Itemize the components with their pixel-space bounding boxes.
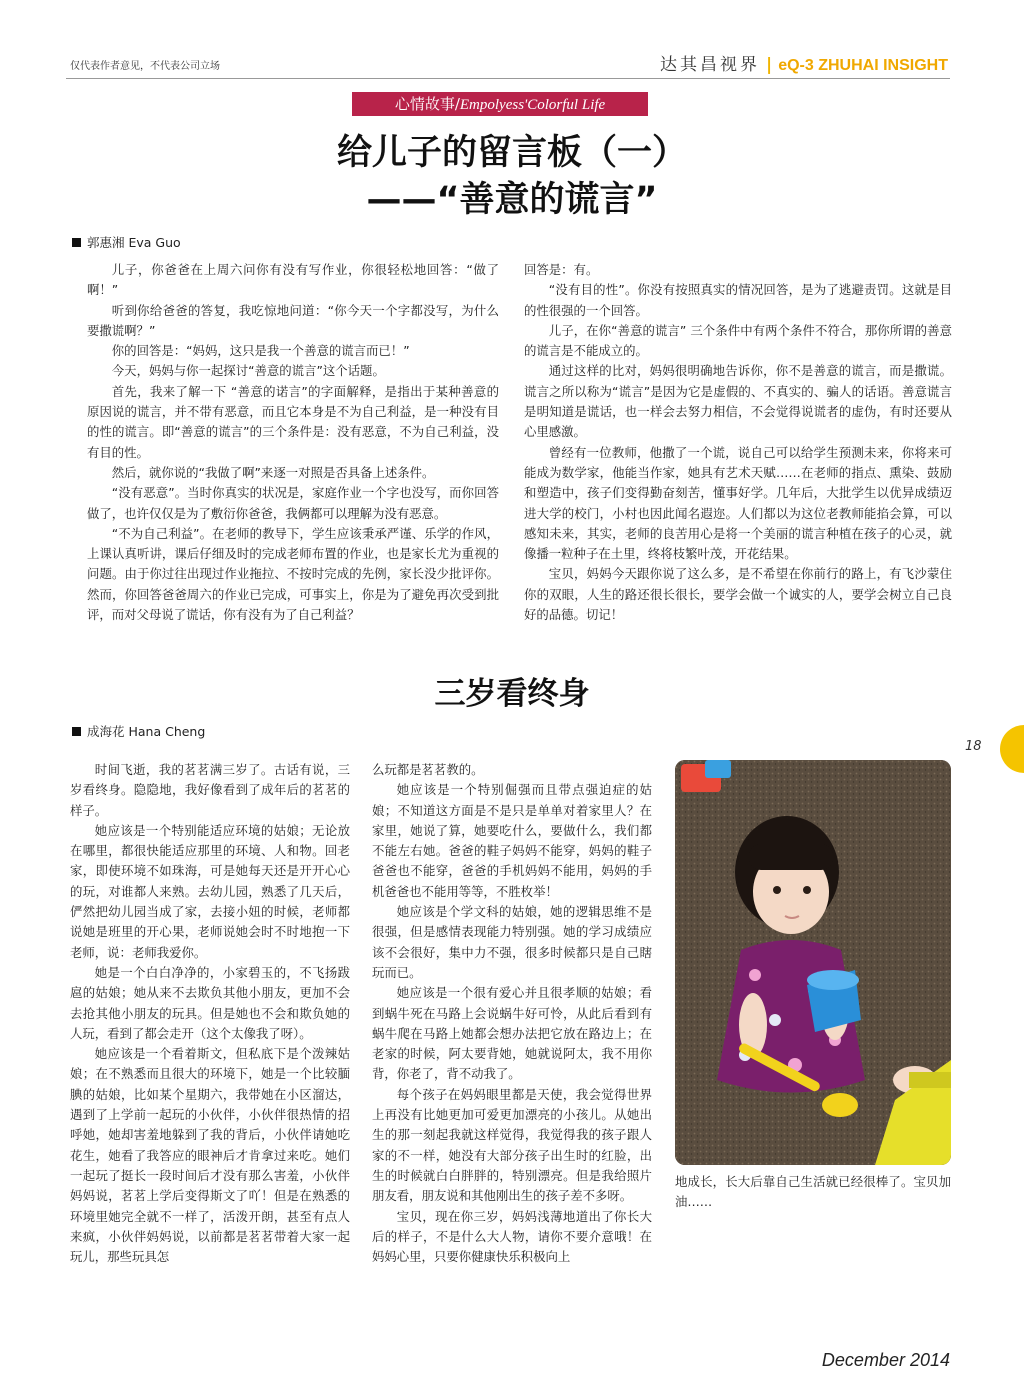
paragraph: “没有恶意”。当时你真实的状况是，家庭作业一个字也没写，而你回答做了，也许仅仅是为了敷衍你爸爸，我俩都可以理解为没有恶意。 xyxy=(87,485,499,521)
paragraph: 首先，我来了解一下 “善意的诺言”的字面解释，是指出于某种善意的原因说的谎言，并不带有恶意，而且它本身是不为自己利益，是一种没有目的性的谎言。即“善意的谎言”的三个条件是：没有恶意，不为自己利益，没有目的性。 xyxy=(87,383,499,460)
bullet-square-icon xyxy=(72,727,81,736)
paragraph: 宝贝，妈妈今天跟你说了这么多，是不希望在你前行的路上，有飞沙蒙住你的双眼，人生的路还很长很长，要学会做一个诚实的人，要学会树立自己良好的品德。切记！ xyxy=(524,566,952,623)
paragraph: 她是一个白白净净的，小家碧玉的，不飞扬跋扈的姑娘；她从来不去欺负其他小朋友，更加不会去抢其他小朋友的玩具。但是她也不会和欺负她的人玩，看到了都会走开（这个太像我了呀）。 xyxy=(70,964,350,1041)
child-photo xyxy=(675,760,951,1165)
paragraph: 宝贝，现在你三岁，妈妈浅薄地道出了你长大后的样子，不是什么大人物，请你不要介意哦！在妈妈心里，只要你健康快乐积极向上 xyxy=(372,1208,652,1265)
bullet-square-icon xyxy=(72,238,81,247)
article1-left-column xyxy=(87,260,499,625)
masthead-separator: | xyxy=(765,55,773,75)
paragraph: 儿子，你爸爸在上周六问你有没有写作业，你很轻松地回答：“做了啊！” xyxy=(87,262,499,298)
article1-byline xyxy=(72,233,181,251)
paragraph: 她应该是一个特别倔强而且带点强迫症的姑娘；不知道这方面是不是只是单单对着家里人？在家里，她说了算，她要吃什么，要做什么，我们都不能左右她。爸爸的鞋子妈妈不能穿，妈妈的鞋子爸爸也不能穿，爸爸的手机妈妈不能用，妈妈的手机爸爸也不能用等等，不胜枚举！ xyxy=(372,782,652,899)
article2-author: 成海花 Hana Cheng xyxy=(87,724,206,739)
article2-title: 三岁看终身 xyxy=(434,676,590,712)
article2-column-1 xyxy=(70,760,350,1267)
paragraph: “没有目的性”。你没有按照真实的情况回答，是为了逃避责罚。这就是目的性很强的一个回答。 xyxy=(524,282,952,318)
header-rule xyxy=(66,78,950,79)
paragraph: 回答是：有。 xyxy=(524,262,599,277)
paragraph: 你的回答是：“妈妈，这只是我一个善意的谎言而已！” xyxy=(111,343,410,359)
article2-column-2 xyxy=(372,760,652,1267)
paragraph: 曾经有一位教师，他撒了一个谎，说自己可以给学生预测未来，你将来可能成为数学家，他能当作家，她具有艺术天赋……在老师的指点、熏染、鼓励和塑造中，孩子们变得勤奋刻苦，懂事好学。几年后，大批学生以优异成绩迈进大学的校门，小村也因此闻名遐迩。人们都以为这位老教师能掐会算，可以感知未来，其实，老师的良苦用心是将一个美丽的谎言种植在孩子的心灵，就像播一粒种子在土里，终将枝繁叶茂，开花结果。 xyxy=(524,444,952,562)
paragraph: “不为自己利益”。在老师的教导下，学生应该秉承严谨、乐学的作风，上课认真听讲，课后仔细及时的完成老师布置的作业，也是家长尤为重视的问题。由于你过往出现过作业拖拉、不按时完成的先例，家长没少批评你。然而，你回答爸爸周六的作业已完成，可事实上，你是为了避免再次受到批评，而对父母说了谎话，你有没有为了自己利益？ xyxy=(87,525,499,623)
article1-title-line2: ——“善意的谎言” xyxy=(366,180,658,220)
paragraph: 儿子，在你“善意的谎言” 三个条件中有两个条件不符合，那你所谓的善意的谎言是不能成立的。 xyxy=(524,322,952,359)
paragraph: 今天，妈妈与你一起探讨“善意的谎言”这个话题。 xyxy=(111,363,385,379)
paragraph: 她应该是一个特别能适应环境的姑娘；无论放在哪里，都很快能适应那里的环境、人和物。回老家，即使环境不如珠海，可是她每天还是开开心心的玩，对谁都人来熟。去幼儿园，熟悉了几天后，俨然把幼儿园当成了家，去接小妞的时候，老师都说她是班里的开心果，老师说她会时不时地抱一下老师，说：老师我爱你。 xyxy=(70,822,350,960)
magazine-masthead xyxy=(660,50,948,75)
column-slash: / xyxy=(454,95,460,113)
paragraph: 她应该是一个很有爱心并且很孝顺的姑娘；看到蜗牛死在马路上会说蜗牛好可怜，从此后看到有蜗牛爬在马路上她都会想办法把它放在路边上；在老家的时候，阿太要背她，她就说阿太，我不用你背，你老了，背不动我了。 xyxy=(372,985,652,1082)
column-label-en: Empolyess'Colorful Life xyxy=(459,97,606,113)
paragraph: 她应该是一个看着斯文，但私底下是个泼辣姑娘；在不熟悉而且很大的环境下，她是一个比较腼腆的姑娘，比如某个星期六，我带她在小区溜达，遇到了上学前一起玩的小伙伴，小伙伴很热情的招呼她，她却害羞地躲到了我的背后，小伙伴请她吃花生，她看了我答应的眼神后才肯拿过来吃。她们一起玩了挺长一段时间后才没有那么害羞，小伙伴妈妈说，茗茗上学后变得斯文了吖！但是在熟悉的环境里她完全就不一样了，活泼开朗，甚至有点人来疯，小伙伴妈妈说，以前都是茗茗带着大家一起玩儿，那些玩具怎 xyxy=(70,1046,350,1265)
paragraph: 然后，就你说的“我做了啊”来逐一对照是否具备上述条件。 xyxy=(111,464,435,480)
brand-name: eQ-3 ZHUHAI INSIGHT xyxy=(778,57,948,74)
article2-column-3 xyxy=(675,1172,951,1213)
issue-date: December 2014 xyxy=(821,1350,950,1370)
child-photo-illustration xyxy=(675,760,951,1165)
article1-title-line1: 给儿子的留言板（一） xyxy=(336,133,687,173)
paragraph: 通过这样的比对，妈妈很明确地告诉你，你不是善意的谎言，而是撒谎。谎言之所以称为“谎言”是因为它是虚假的、不真实的、骗人的话语。善意谎言是明知道是谎话，也一样会去努力相信，不会觉得说谎者的虚伪，有时还要从心里感激。 xyxy=(524,363,952,440)
column-label-cn: 心情故事 xyxy=(394,95,455,113)
paragraph: 么玩都是茗茗教的。 xyxy=(372,762,484,777)
paragraph: 每个孩子在妈妈眼里都是天使，我会觉得世界上再没有比她更加可爱更加漂亮的小孩儿。从她出生的那一刻起我就这样觉得，我觉得我的孩子跟人家的不一样，她没有大部分孩子出生时的红脸，出生的时候就白白胖胖的，特别漂亮。但是我给照片朋友看，朋友说和其他刚出生的孩子差不多呀。 xyxy=(372,1086,652,1204)
article2-byline xyxy=(72,722,205,740)
paragraph: 时间飞逝，我的茗茗满三岁了。古话有说，三岁看终身。隐隐地，我好像看到了成年后的茗茗的样子。 xyxy=(70,762,350,818)
disclaimer: 仅代表作者意见，不代表公司立场 xyxy=(70,61,220,72)
paragraph: 地成长，长大后靠自己生活就已经很棒了。宝贝加油…… xyxy=(675,1174,951,1210)
article1-right-column xyxy=(524,260,952,625)
article1-author: 郭惠湘 Eva Guo xyxy=(87,235,181,250)
magazine-name: 达其昌视界 xyxy=(659,55,760,75)
page-number: 18 xyxy=(965,739,982,754)
page-tab-marker xyxy=(1000,725,1024,773)
paragraph: 听到你给爸爸的答复，我吃惊地问道：“你今天一个字都没写，为什么要撒谎啊？” xyxy=(87,302,499,338)
column-banner xyxy=(352,92,648,116)
paragraph: 她应该是个学文科的姑娘，她的逻辑思维不是很强，但是感情表现能力特别强。她的学习成绩应该不会很好，集中力不强，很多时候都只是自己瞎玩而已。 xyxy=(372,904,652,980)
